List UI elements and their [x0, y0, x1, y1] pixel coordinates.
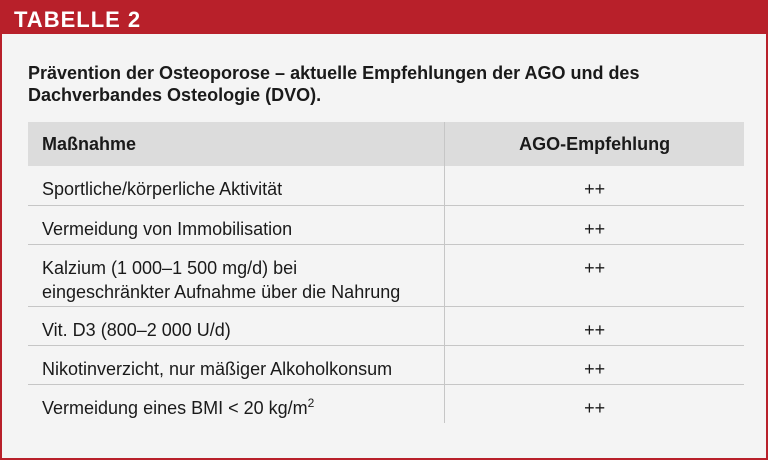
table-row: [28, 345, 744, 384]
measure-cell: Sportliche/körperliche Aktivität: [28, 166, 445, 205]
table-row: [28, 306, 744, 345]
recommendation-cell: ++: [584, 179, 606, 199]
recommendation-cell: ++: [584, 257, 606, 278]
table-header-bar: [2, 2, 766, 34]
measure-cell: Vit. D3 (800–2 000 U/d): [28, 306, 445, 345]
measure-cell: Kalzium (1 000–1 500 mg/d) bei eingeschränkter Aufnahme über die Nahrung: [28, 244, 445, 306]
table-number-title: TABELLE 2: [14, 7, 142, 32]
recommendation-cell: ++: [584, 319, 606, 340]
table-row: [28, 244, 744, 306]
measure-cell: Nikotinverzicht, nur mäßiger Alkoholkonsum: [28, 345, 445, 384]
recommendation-cell: ++: [584, 358, 606, 379]
measure-superscript: 2: [307, 395, 315, 410]
table-header-row: [28, 122, 744, 166]
measure-cell: [28, 384, 445, 423]
recommendation-cell: ++: [584, 397, 606, 418]
recommendation-table: [28, 122, 744, 423]
recommendation-cell: ++: [584, 218, 606, 239]
measure-text: Vermeidung eines BMI < 20 kg/m: [42, 397, 308, 418]
column-header-recommendation: AGO-Empfehlung: [519, 133, 671, 154]
table-row: [28, 205, 744, 244]
table-row: [28, 384, 744, 423]
table-caption: Prävention der Osteoporose – aktuelle Empfehlungen der AGO und des Dachverbandes Osteologie (DVO).: [28, 63, 640, 105]
measure-cell: Vermeidung von Immobilisation: [28, 205, 445, 244]
table-row: [28, 166, 744, 205]
column-header-measure: Maßnahme: [28, 122, 445, 166]
